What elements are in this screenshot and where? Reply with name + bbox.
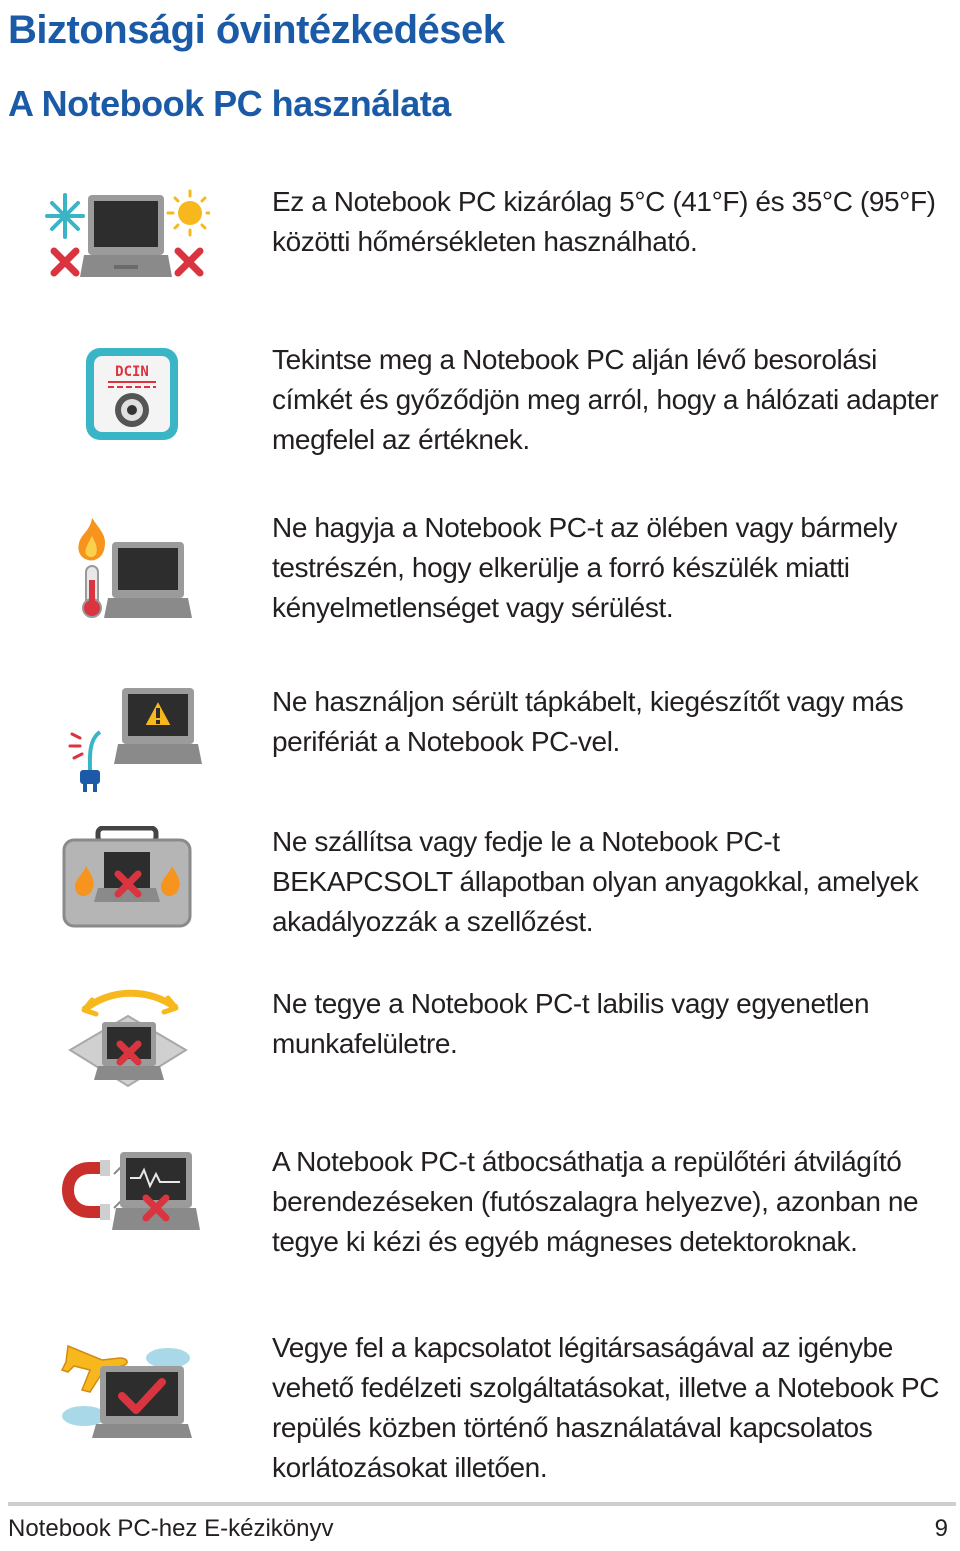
dcin-label: DCIN <box>115 364 149 380</box>
unstable-surface-icon <box>40 988 210 1098</box>
section-subtitle: A Notebook PC használata <box>8 83 451 124</box>
page-title: Biztonsági óvintézkedések <box>8 8 505 52</box>
hot-device-icon <box>40 514 210 624</box>
airplane-use-icon <box>40 1332 210 1442</box>
temperature-limits-icon <box>40 185 210 295</box>
no-covered-transport-icon <box>40 826 210 936</box>
safety-text-magnetic: A Notebook PC-t átbocsáthatja a repülőtéri átvilágító berendezéseken (futószalagra helyezve), azonban ne tegye ki kézi és egyéb mágneses detektoroknak. <box>272 1146 919 1257</box>
safety-text-hot-device: Ne hagyja a Notebook PC-t az ölében vagy bármely testrészén, hogy elkerülje a forró készülék miatti kényelmetlenséget vagy sérülést. <box>272 512 898 623</box>
safety-text-unstable-surface: Ne tegye a Notebook PC-t labilis vagy egyenetlen munkafelületre. <box>272 988 870 1059</box>
footer-divider <box>8 1502 956 1506</box>
safety-text-airplane: Vegye fel a kapcsolatot légitársaságával az igénybe vehető fedélzeti szolgáltatásokat, illetve a Notebook PC repülés közben történő használatával kapcsolatos korlátozásokat illetően. <box>272 1332 940 1483</box>
dcin-label-icon <box>40 340 210 450</box>
safety-text-damaged-cable: Ne használjon sérült tápkábelt, kiegészítőt vagy más perifériát a Notebook PC-vel. <box>272 686 904 757</box>
damaged-cable-icon <box>40 684 210 794</box>
safety-text-temperature: Ez a Notebook PC kizárólag 5°C (41°F) és 35°C (95°F) közötti hőmérsékleten használható. <box>272 186 936 257</box>
safety-text-dcin: Tekintse meg a Notebook PC alján lévő besorolási címkét és győződjön meg arról, hogy a hálózati adapter megfelel az értéknek. <box>272 344 939 455</box>
safety-text-covered-transport: Ne szállítsa vagy fedje le a Notebook PC-t BEKAPCSOLT állapotban olyan anyagokkal, amelyek akadályozzák a szellőzést. <box>272 826 919 937</box>
magnetic-detector-icon <box>40 1146 210 1256</box>
footer-manual-title: Notebook PC-hez E-kézikönyv <box>8 1515 334 1542</box>
page-number: 9 <box>934 1515 948 1542</box>
